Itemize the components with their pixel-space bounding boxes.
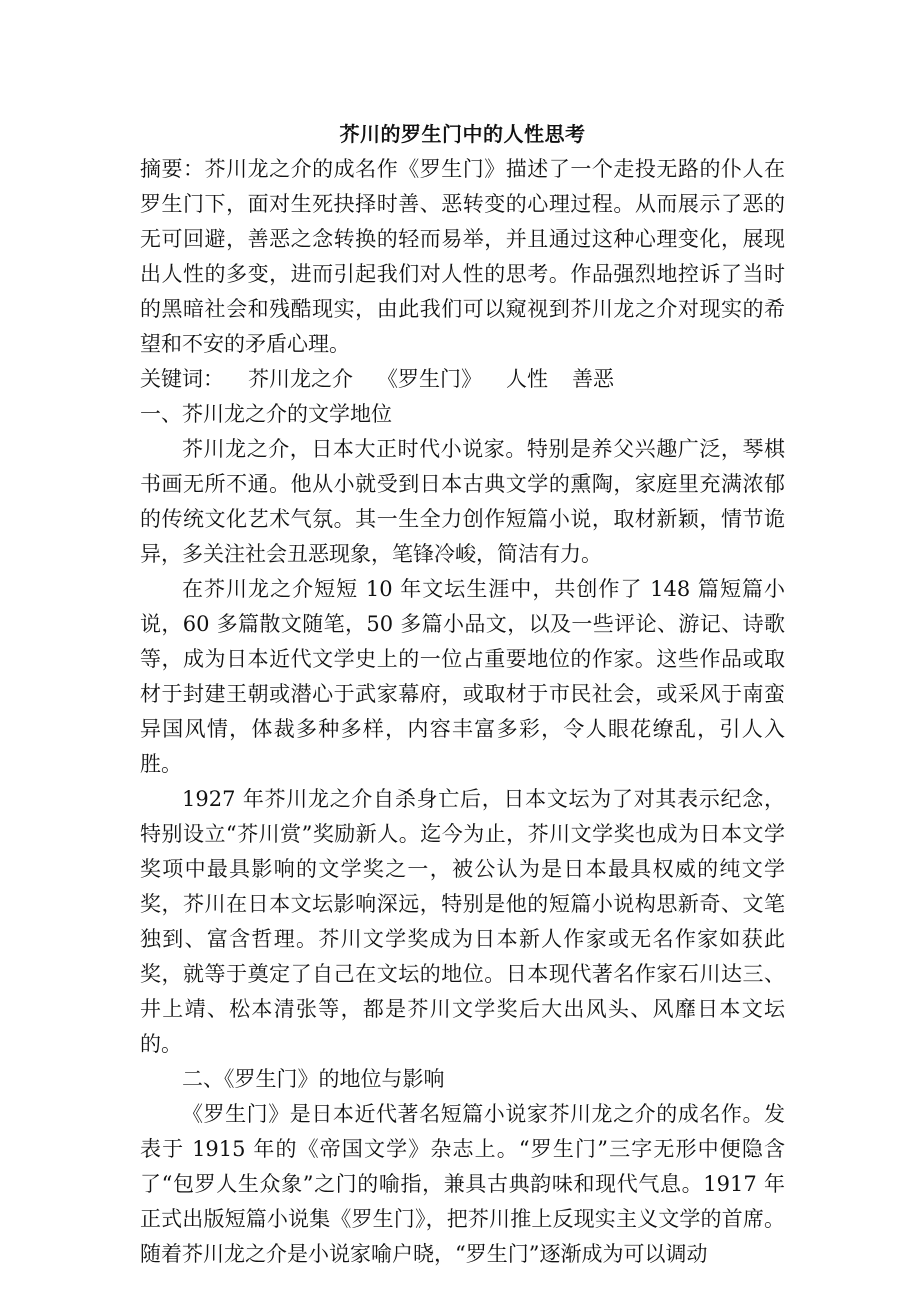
keyword-2: 《罗生门》: [377, 367, 482, 391]
abstract-paragraph: 摘要：芥川龙之介的成名作《罗生门》描述了一个走投无路的仆人在罗生门下，面对生死抉择时善、恶转变的心理过程。从而展示了恶的无可回避，善恶之念转换的轻而易举，并且通过这种心理变化，展现出人性的多变，进而引起我们对人性的思考。作品强烈地控诉了当时的黑暗社会和残酷现实，由此我们可以窥视到芥川龙之介对现实的希望和不安的矛盾心理。: [140, 157, 785, 356]
keywords-line: [140, 362, 785, 397]
keywords-label: 关键词：: [140, 367, 224, 391]
keyword-4: 善恶: [572, 367, 614, 391]
section-1-paragraph-3: 1927 年芥川龙之介自杀身亡后，日本文坛为了对其表示纪念，特别设立“芥川赏”奖励新人。迄今为止，芥川文学奖也成为日本文学奖项中最具影响的文学奖之一，被公认为是日本最具权威的纯文学奖，芥川在日本文坛影响深远，特别是他的短篇小说构思新奇、文笔独到、富含哲理。芥川文学奖成为日本新人作家或无名作家如获此奖，就等于奠定了自己在文坛的地位。日本现代著名作家石川达三、井上靖、松本清张等，都是芥川文学奖后大出风头、风靡日本文坛的。: [140, 787, 785, 1056]
keyword-1: 芥川龙之介: [248, 367, 353, 391]
section-1-paragraph-2: 在芥川龙之介短短 10 年文坛生涯中，共创作了 148 篇短篇小说，60 多篇散文随笔，50 多篇小品文，以及一些评论、游记、诗歌等，成为日本近代文学史上的一位占重要地位的作家。这些作品或取材于封建王朝或潜心于武家幕府，或取材于市民社会，或采风于南蛮异国风情，体裁多种多样，内容丰富多彩，令人眼花缭乱，引人入胜。: [140, 577, 785, 776]
document-title: 芥川的罗生门中的人性思考: [339, 122, 586, 146]
section-1-paragraph-1: 芥川龙之介，日本大正时代小说家。特别是养父兴趣广泛，琴棋书画无所不通。他从小就受到日本古典文学的熏陶，家庭里充满浓郁的传统文化艺术气氛。其一生全力创作短篇小说，取材新颖，情节诡异，多关注社会丑恶现象，笔锋冷峻，简洁有力。: [140, 437, 785, 566]
section-2-paragraph-1: 《罗生门》是日本近代著名短篇小说家芥川龙之介的成名作。发表于 1915 年的《帝国文学》杂志上。“罗生门”三字无形中便隐含了“包罗人生众象”之门的喻指，兼具古典韵味和现代气息。1917 年正式出版短篇小说集《罗生门》，把芥川推上反现实主义文学的首席。随着芥川龙之介是小说家喻户晓，“罗生门”逐渐成为可以调动: [140, 1102, 785, 1266]
section-2-heading: 二、《罗生门》的地位与影响: [182, 1067, 445, 1091]
keyword-3: 人性: [506, 367, 548, 391]
section-1-heading: 一、芥川龙之介的文学地位: [140, 402, 392, 426]
document-page: [140, 118, 785, 1272]
